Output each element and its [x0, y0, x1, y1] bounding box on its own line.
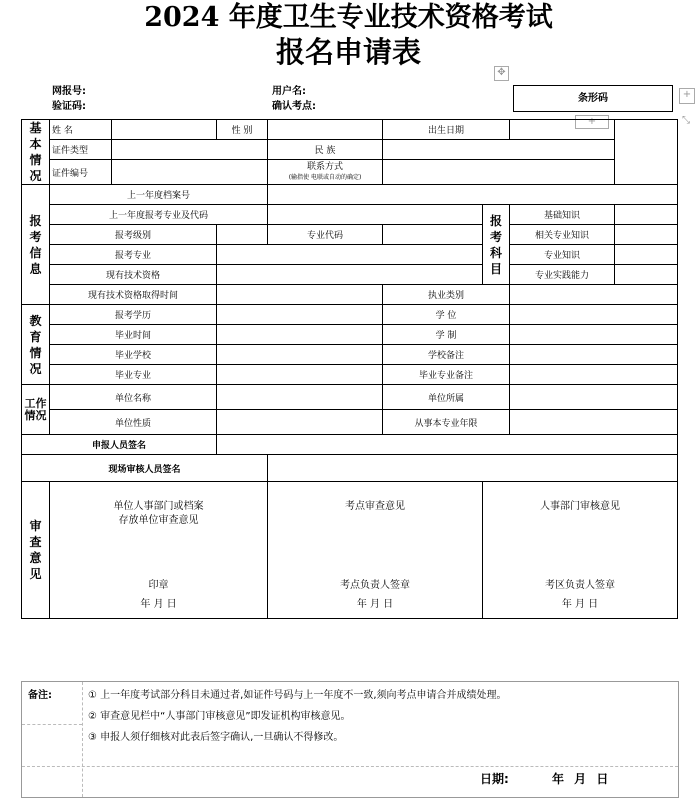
id-number-field[interactable] — [112, 160, 268, 185]
subject-practical-ability-field[interactable] — [615, 265, 678, 285]
ethnicity-label: 民 族 — [268, 140, 383, 160]
barcode-box — [513, 85, 673, 112]
gender-label: 性 别 — [217, 120, 268, 140]
current-qual-label: 现有技术资格 — [50, 265, 217, 285]
school-note-label: 学校备注 — [383, 345, 510, 365]
unit-location-label: 单位所属 — [383, 385, 510, 410]
spec-code-field[interactable] — [383, 225, 483, 245]
subject-basic-knowledge-field[interactable] — [615, 205, 678, 225]
notes-dashed-line — [22, 766, 678, 767]
application-form-table — [21, 119, 678, 619]
spec-field[interactable] — [217, 245, 483, 265]
contact-field[interactable] — [383, 160, 615, 185]
add-column-icon[interactable]: + — [679, 88, 695, 104]
subject-related-knowledge: 相关专业知识 — [510, 225, 615, 245]
system-label: 学 制 — [383, 325, 510, 345]
notes-divider — [82, 682, 83, 797]
onsite-reviewer-signature-label: 现场审核人员签名 — [22, 455, 268, 482]
exam-site-review-title: 考点审查意见 — [345, 501, 405, 512]
barcode-label: 条形码 — [578, 93, 608, 104]
last-year-spec-field[interactable] — [268, 205, 483, 225]
add-row-icon[interactable]: + — [575, 115, 609, 129]
exam-site-review-date: 年 月 日 — [356, 599, 394, 610]
id-type-field[interactable] — [112, 140, 268, 160]
subject-related-knowledge-field[interactable] — [615, 225, 678, 245]
exam-site-review-cell[interactable] — [268, 482, 483, 619]
major-note-field[interactable] — [510, 365, 678, 385]
notes-dashed-line — [22, 724, 82, 725]
edu-field[interactable] — [217, 305, 383, 325]
basic-info-section-label: 基本情况 — [22, 120, 50, 185]
grad-time-field[interactable] — [217, 325, 383, 345]
subject-basic-knowledge: 基础知识 — [510, 205, 615, 225]
form-title-line1: 2024 年度卫生专业技术资格考试 — [144, 2, 553, 33]
degree-label: 学 位 — [383, 305, 510, 325]
edu-label: 报考学历 — [50, 305, 217, 325]
confirm-site-label: 确认考点: — [272, 101, 316, 112]
unit-name-field[interactable] — [217, 385, 383, 410]
notes-label: 备注: — [28, 690, 52, 701]
hr-dept-review-title: 人事部门审核意见 — [540, 501, 620, 512]
last-year-archive-label: 上一年度档案号 — [50, 185, 268, 205]
school-label: 毕业学校 — [50, 345, 217, 365]
years-field[interactable] — [510, 410, 678, 435]
form-title-line2: 报名申请表 — [275, 35, 421, 69]
registration-section-label: 报考信息 — [22, 185, 50, 305]
id-number-label: 证件编号 — [50, 160, 112, 185]
current-qual-field[interactable] — [217, 265, 483, 285]
degree-field[interactable] — [510, 305, 678, 325]
last-year-spec-label: 上一年度报考专业及代码 — [50, 205, 268, 225]
system-field[interactable] — [510, 325, 678, 345]
subject-professional-knowledge: 专业知识 — [510, 245, 615, 265]
unit-review-date: 年 月 日 — [140, 599, 177, 610]
review-section-label: 审查意见 — [22, 482, 50, 619]
applicant-signature-label: 申报人员签名 — [22, 435, 217, 455]
birth-date-label: 出生日期 — [383, 120, 510, 140]
name-field[interactable] — [112, 120, 217, 140]
id-type-label: 证件类型 — [50, 140, 112, 160]
unit-nature-label: 单位性质 — [50, 410, 217, 435]
school-note-field[interactable] — [510, 345, 678, 365]
ethnicity-field[interactable] — [383, 140, 615, 160]
level-field[interactable] — [217, 225, 268, 245]
verify-code-label: 验证码: — [52, 101, 86, 112]
hr-dept-review-date: 年 月 日 — [561, 599, 599, 610]
note-item-3: ③ 申报人须仔细核对此表后签字确认,一旦确认不得修改。 — [88, 732, 344, 743]
photo-area — [615, 120, 678, 185]
school-field[interactable] — [217, 345, 383, 365]
unit-name-label: 单位名称 — [50, 385, 217, 410]
practice-type-label: 执业类别 — [383, 285, 510, 305]
username-label: 用户名: — [272, 86, 306, 97]
onsite-reviewer-signature-field[interactable] — [268, 455, 678, 482]
education-section-label: 教育情况 — [22, 305, 50, 385]
contact-label: 联系方式 (输指使 电联或自动的确定) — [268, 160, 383, 185]
current-qual-date-label: 现有技术资格取得时间 — [50, 285, 217, 305]
current-qual-date-field[interactable] — [217, 285, 383, 305]
unit-location-field[interactable] — [510, 385, 678, 410]
exam-site-sign-label: 考点负责人签章 — [340, 580, 410, 591]
major-field[interactable] — [217, 365, 383, 385]
level-label: 报考级别 — [50, 225, 217, 245]
years-label: 从事本专业年限 — [383, 410, 510, 435]
spec-code-label: 专业代码 — [268, 225, 383, 245]
exam-area-sign-label: 考区负责人签章 — [545, 580, 615, 591]
major-note-label: 毕业专业备注 — [383, 365, 510, 385]
major-label: 毕业专业 — [50, 365, 217, 385]
work-section-label: 工作情况 — [22, 385, 50, 435]
notes-date-value: 年 月 日 — [552, 772, 609, 786]
unit-hr-review-line2: 存放单位审查意见 — [118, 515, 199, 526]
last-year-archive-field[interactable] — [268, 185, 678, 205]
note-item-2: ② 审查意见栏中“人事部门审核意见”即发证机构审核意见。 — [88, 711, 351, 722]
note-item-1: ① 上一年度考试部分科目未通过者,如证件号码与上一年度不一致,须向考点申请合并成绩处理。 — [88, 690, 507, 701]
name-label: 姓 名 — [50, 120, 112, 140]
spec-label: 报考专业 — [50, 245, 217, 265]
move-handle-icon[interactable]: ✥ — [494, 66, 509, 81]
applicant-signature-field[interactable] — [217, 435, 678, 455]
unit-hr-review-cell[interactable] — [50, 482, 268, 619]
notes-area — [21, 681, 679, 798]
notes-date-label: 日期: — [480, 772, 509, 786]
web-reg-no-label: 网报号: — [52, 86, 86, 97]
subject-professional-knowledge-field[interactable] — [615, 245, 678, 265]
resize-icon[interactable]: ⤡ — [682, 115, 690, 126]
unit-nature-field[interactable] — [217, 410, 383, 435]
subjects-section-label: 报考科目 — [483, 205, 510, 285]
hr-dept-review-cell[interactable] — [483, 482, 678, 619]
unit-hr-review-line1: 单位人事部门或档案 — [113, 501, 204, 512]
subject-practical-ability: 专业实践能力 — [510, 265, 615, 285]
gender-field[interactable] — [268, 120, 383, 140]
practice-type-field[interactable] — [510, 285, 678, 305]
grad-time-label: 毕业时间 — [50, 325, 217, 345]
unit-seal-label: 印章 — [148, 580, 169, 591]
birth-date-field[interactable] — [510, 120, 615, 140]
